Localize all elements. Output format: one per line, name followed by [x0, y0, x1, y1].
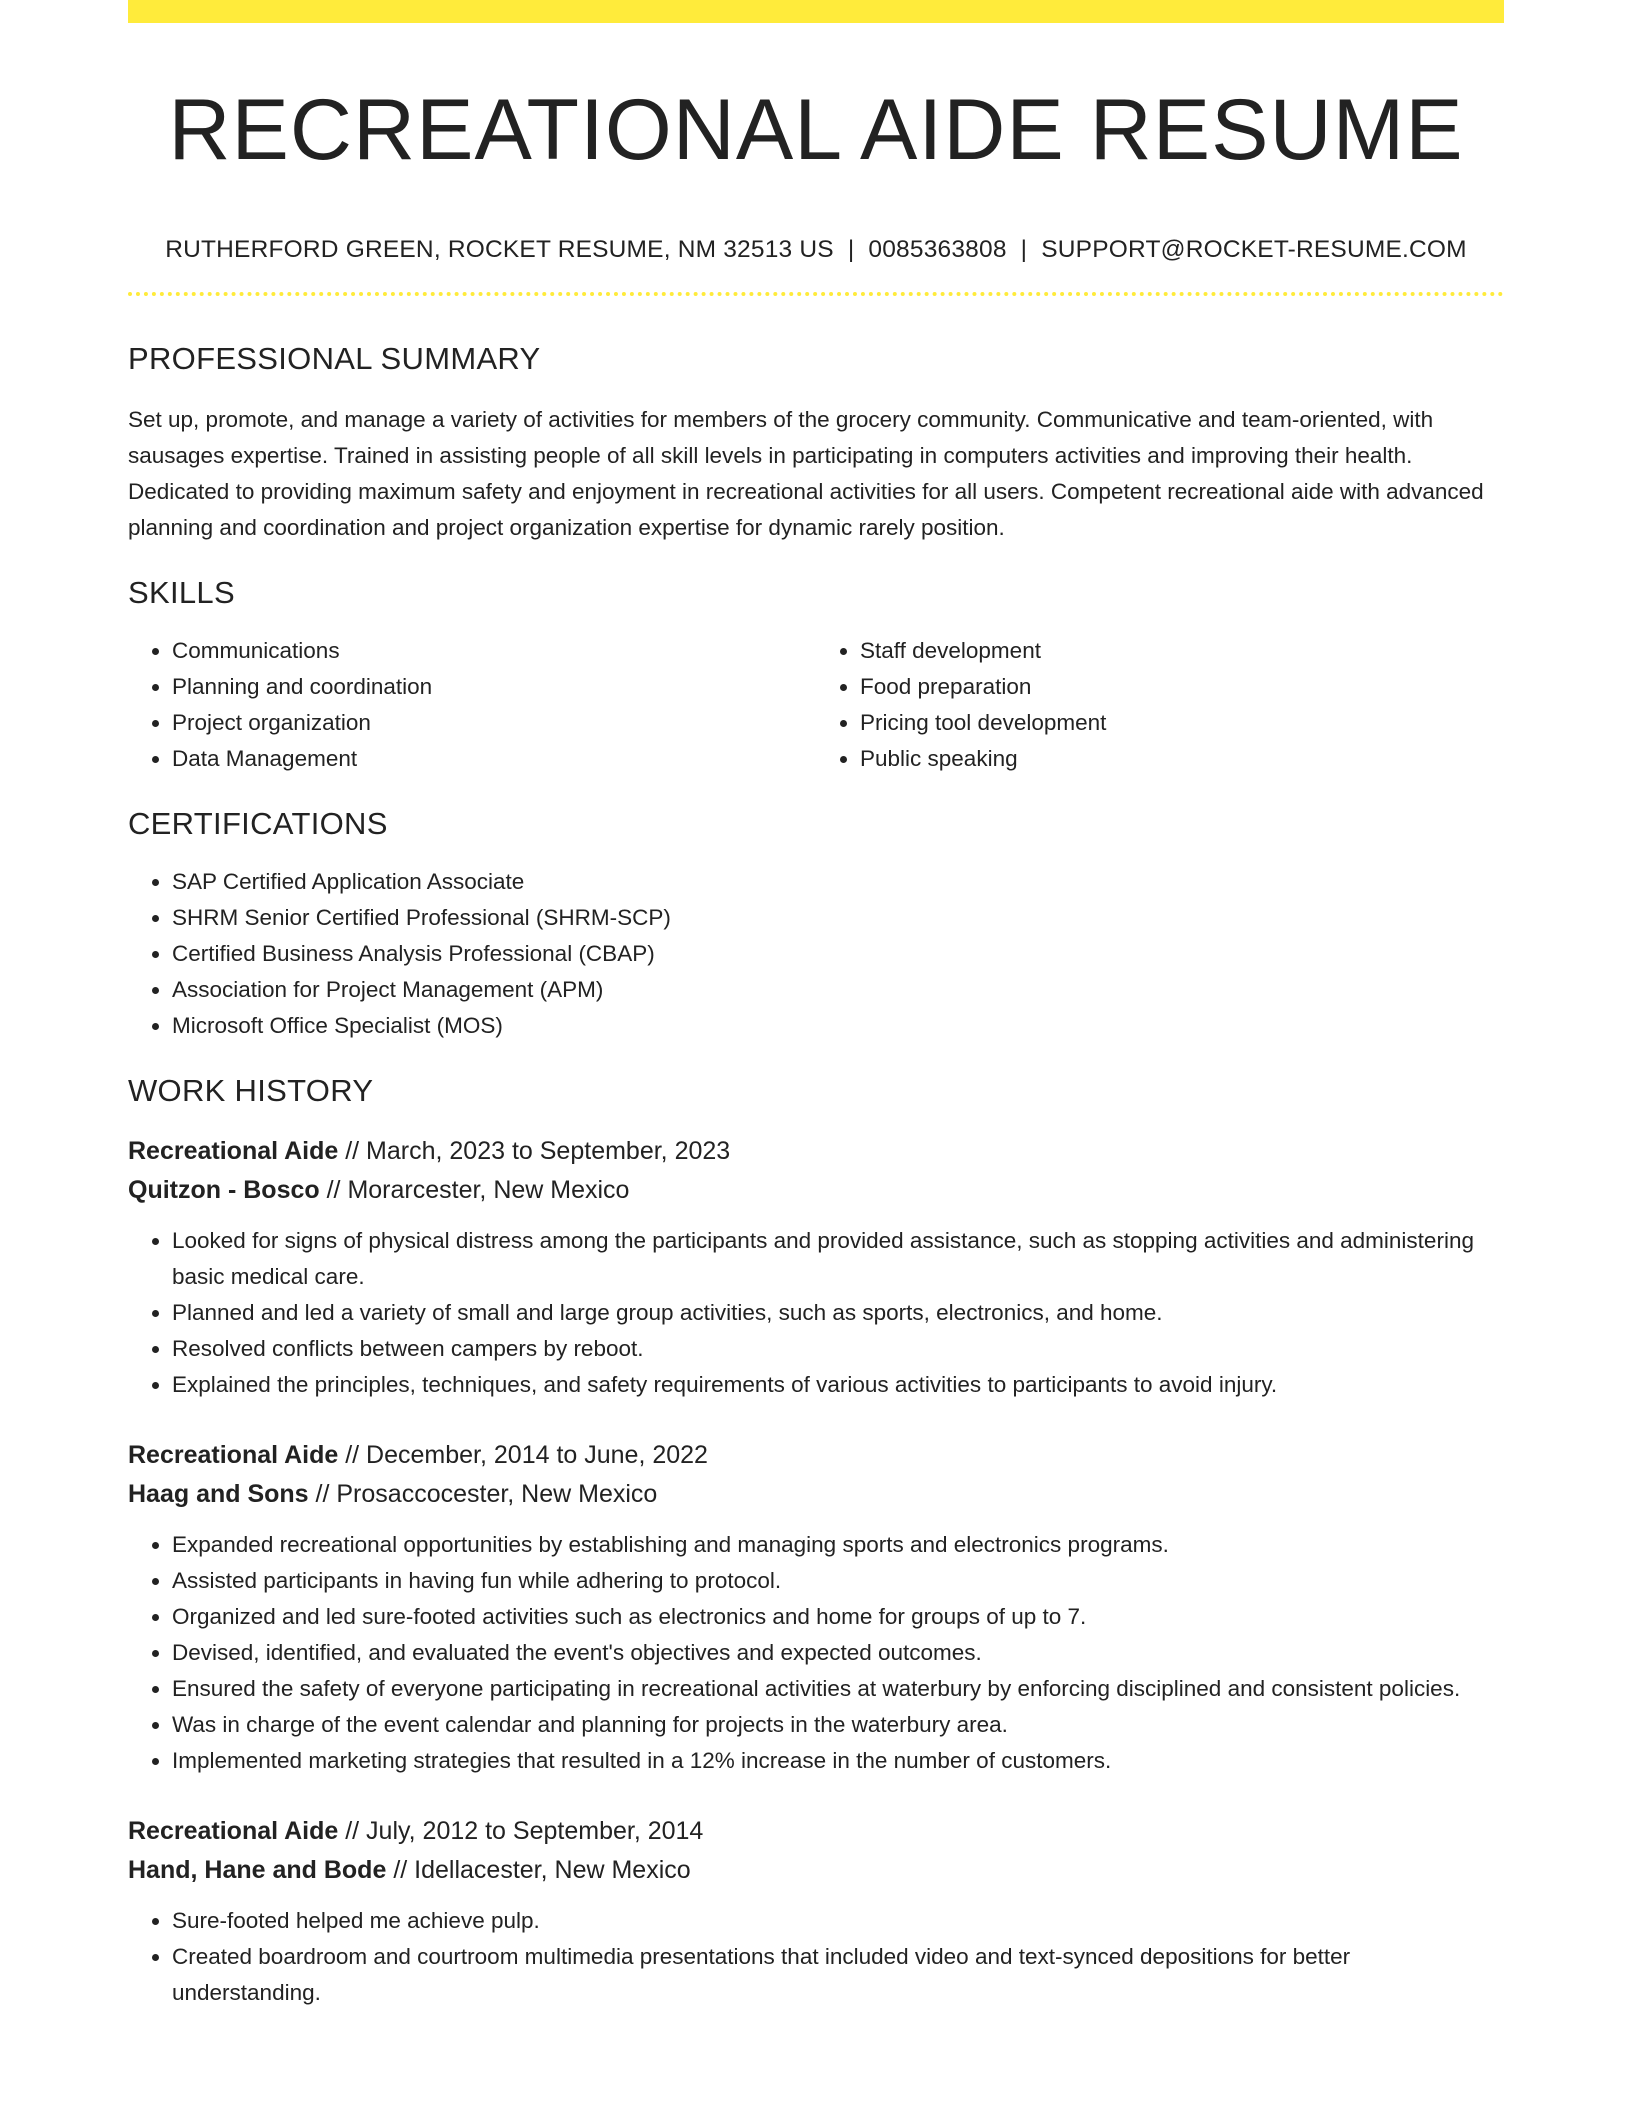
job-dates: // March, 2023 to September, 2023 — [345, 1137, 731, 1165]
job-title-line — [128, 1132, 1504, 1171]
job-bullets — [128, 1903, 1504, 2011]
job-bullet: • Created boardroom and courtroom multimedia presentations that included video and text-synced depositions for better understanding. — [172, 1939, 1504, 2011]
job-company-line — [128, 1851, 1504, 1890]
job-bullet: • Looked for signs of physical distress among the participants and provided assistance, such as stopping activities and administering basic medical care. — [172, 1223, 1504, 1295]
skill-item: • Food preparation — [860, 669, 1504, 705]
job-bullet: • Ensured the safety of everyone participating in recreational activities at waterbury by enforcing disciplined and consistent policies. — [172, 1671, 1504, 1707]
job-bullets — [128, 1223, 1504, 1403]
job-title: Recreational Aide — [128, 1441, 339, 1469]
contact-line — [128, 235, 1504, 265]
contact-separator: | — [847, 236, 855, 263]
job-dates: // July, 2012 to September, 2014 — [345, 1817, 704, 1845]
summary-text: Set up, promote, and manage a variety of activities for members of the grocery community. Communicative and team-oriented, with sausages expertise. Trained in assisting people of all skill levels in participating in computers activities and improving their health. Dedicated to providing maximum safety and enjoyment in recreational activities for all users. Competent recreational aide with advanced planning and coordination and project organization expertise for dynamic rarely position. — [128, 407, 1484, 540]
job-company-line — [128, 1171, 1504, 1210]
job-bullet: • Assisted participants in having fun while adhering to protocol. — [172, 1563, 1504, 1599]
certification-item: • SHRM Senior Certified Professional (SHRM-SCP) — [172, 900, 1504, 936]
certifications-list — [128, 864, 1504, 1044]
job-bullet: • Explained the principles, techniques, and safety requirements of various activities to participants to avoid injury. — [172, 1367, 1504, 1403]
job-location: // Prosaccocester, New Mexico — [315, 1480, 658, 1508]
skills-list-right — [816, 633, 1504, 777]
job-bullet: • Resolved conflicts between campers by reboot. — [172, 1331, 1504, 1367]
dotted-divider — [128, 292, 1504, 296]
job-company: Quitzon - Bosco — [128, 1176, 320, 1204]
skill-item: • Planning and coordination — [172, 669, 816, 705]
skill-item: • Public speaking — [860, 741, 1504, 777]
job-company: Haag and Sons — [128, 1480, 309, 1508]
job-title-line — [128, 1812, 1504, 1851]
job-bullet: • Sure-footed helped me achieve pulp. — [172, 1903, 1504, 1939]
job-bullet: • Was in charge of the event calendar and planning for projects in the waterbury area. — [172, 1707, 1504, 1743]
job-dates: // December, 2014 to June, 2022 — [345, 1441, 708, 1469]
certification-item: • Association for Project Management (APM) — [172, 972, 1504, 1008]
skills-heading: SKILLS — [128, 575, 235, 610]
resume-content — [128, 0, 1504, 2011]
job-bullet: • Implemented marketing strategies that resulted in a 12% increase in the number of customers. — [172, 1743, 1504, 1779]
job-company-line — [128, 1475, 1504, 1514]
skill-item: • Communications — [172, 633, 816, 669]
job-entry — [128, 1132, 1504, 1403]
job-bullet: • Planned and led a variety of small and large group activities, such as sports, electronics, and home. — [172, 1295, 1504, 1331]
job-title: Recreational Aide — [128, 1817, 339, 1845]
certification-item: • Certified Business Analysis Professional (CBAP) — [172, 936, 1504, 972]
job-bullet: • Expanded recreational opportunities by establishing and managing sports and electronics programs. — [172, 1527, 1504, 1563]
contact-address: RUTHERFORD GREEN, ROCKET RESUME, NM 32513 US — [165, 236, 834, 263]
skill-item: • Staff development — [860, 633, 1504, 669]
contact-phone: 0085363808 — [868, 236, 1007, 263]
resume-title: RECREATIONAL AIDE RESUME — [168, 82, 1464, 178]
job-bullet: • Devised, identified, and evaluated the event's objectives and expected outcomes. — [172, 1635, 1504, 1671]
skills-list-left — [128, 633, 816, 777]
certifications-heading: CERTIFICATIONS — [128, 806, 388, 841]
certification-item: • SAP Certified Application Associate — [172, 864, 1504, 900]
job-entry — [128, 1812, 1504, 2011]
job-entry — [128, 1436, 1504, 1779]
skills-columns — [128, 633, 1504, 777]
job-bullet: • Organized and led sure-footed activities such as electronics and home for groups of up to 7. — [172, 1599, 1504, 1635]
job-title-line — [128, 1436, 1504, 1475]
job-title: Recreational Aide — [128, 1137, 339, 1165]
job-company: Hand, Hane and Bode — [128, 1856, 387, 1884]
job-bullets — [128, 1527, 1504, 1779]
work-history-heading: WORK HISTORY — [128, 1073, 374, 1108]
skill-item: • Project organization — [172, 705, 816, 741]
job-location: // Idellacester, New Mexico — [393, 1856, 691, 1884]
skill-item: • Pricing tool development — [860, 705, 1504, 741]
summary-heading: PROFESSIONAL SUMMARY — [128, 341, 541, 376]
certification-item: • Microsoft Office Specialist (MOS) — [172, 1008, 1504, 1044]
contact-separator: | — [1020, 236, 1028, 263]
job-location: // Morarcester, New Mexico — [326, 1176, 630, 1204]
skill-item: • Data Management — [172, 741, 816, 777]
contact-email: SUPPORT@ROCKET-RESUME.COM — [1041, 236, 1467, 263]
